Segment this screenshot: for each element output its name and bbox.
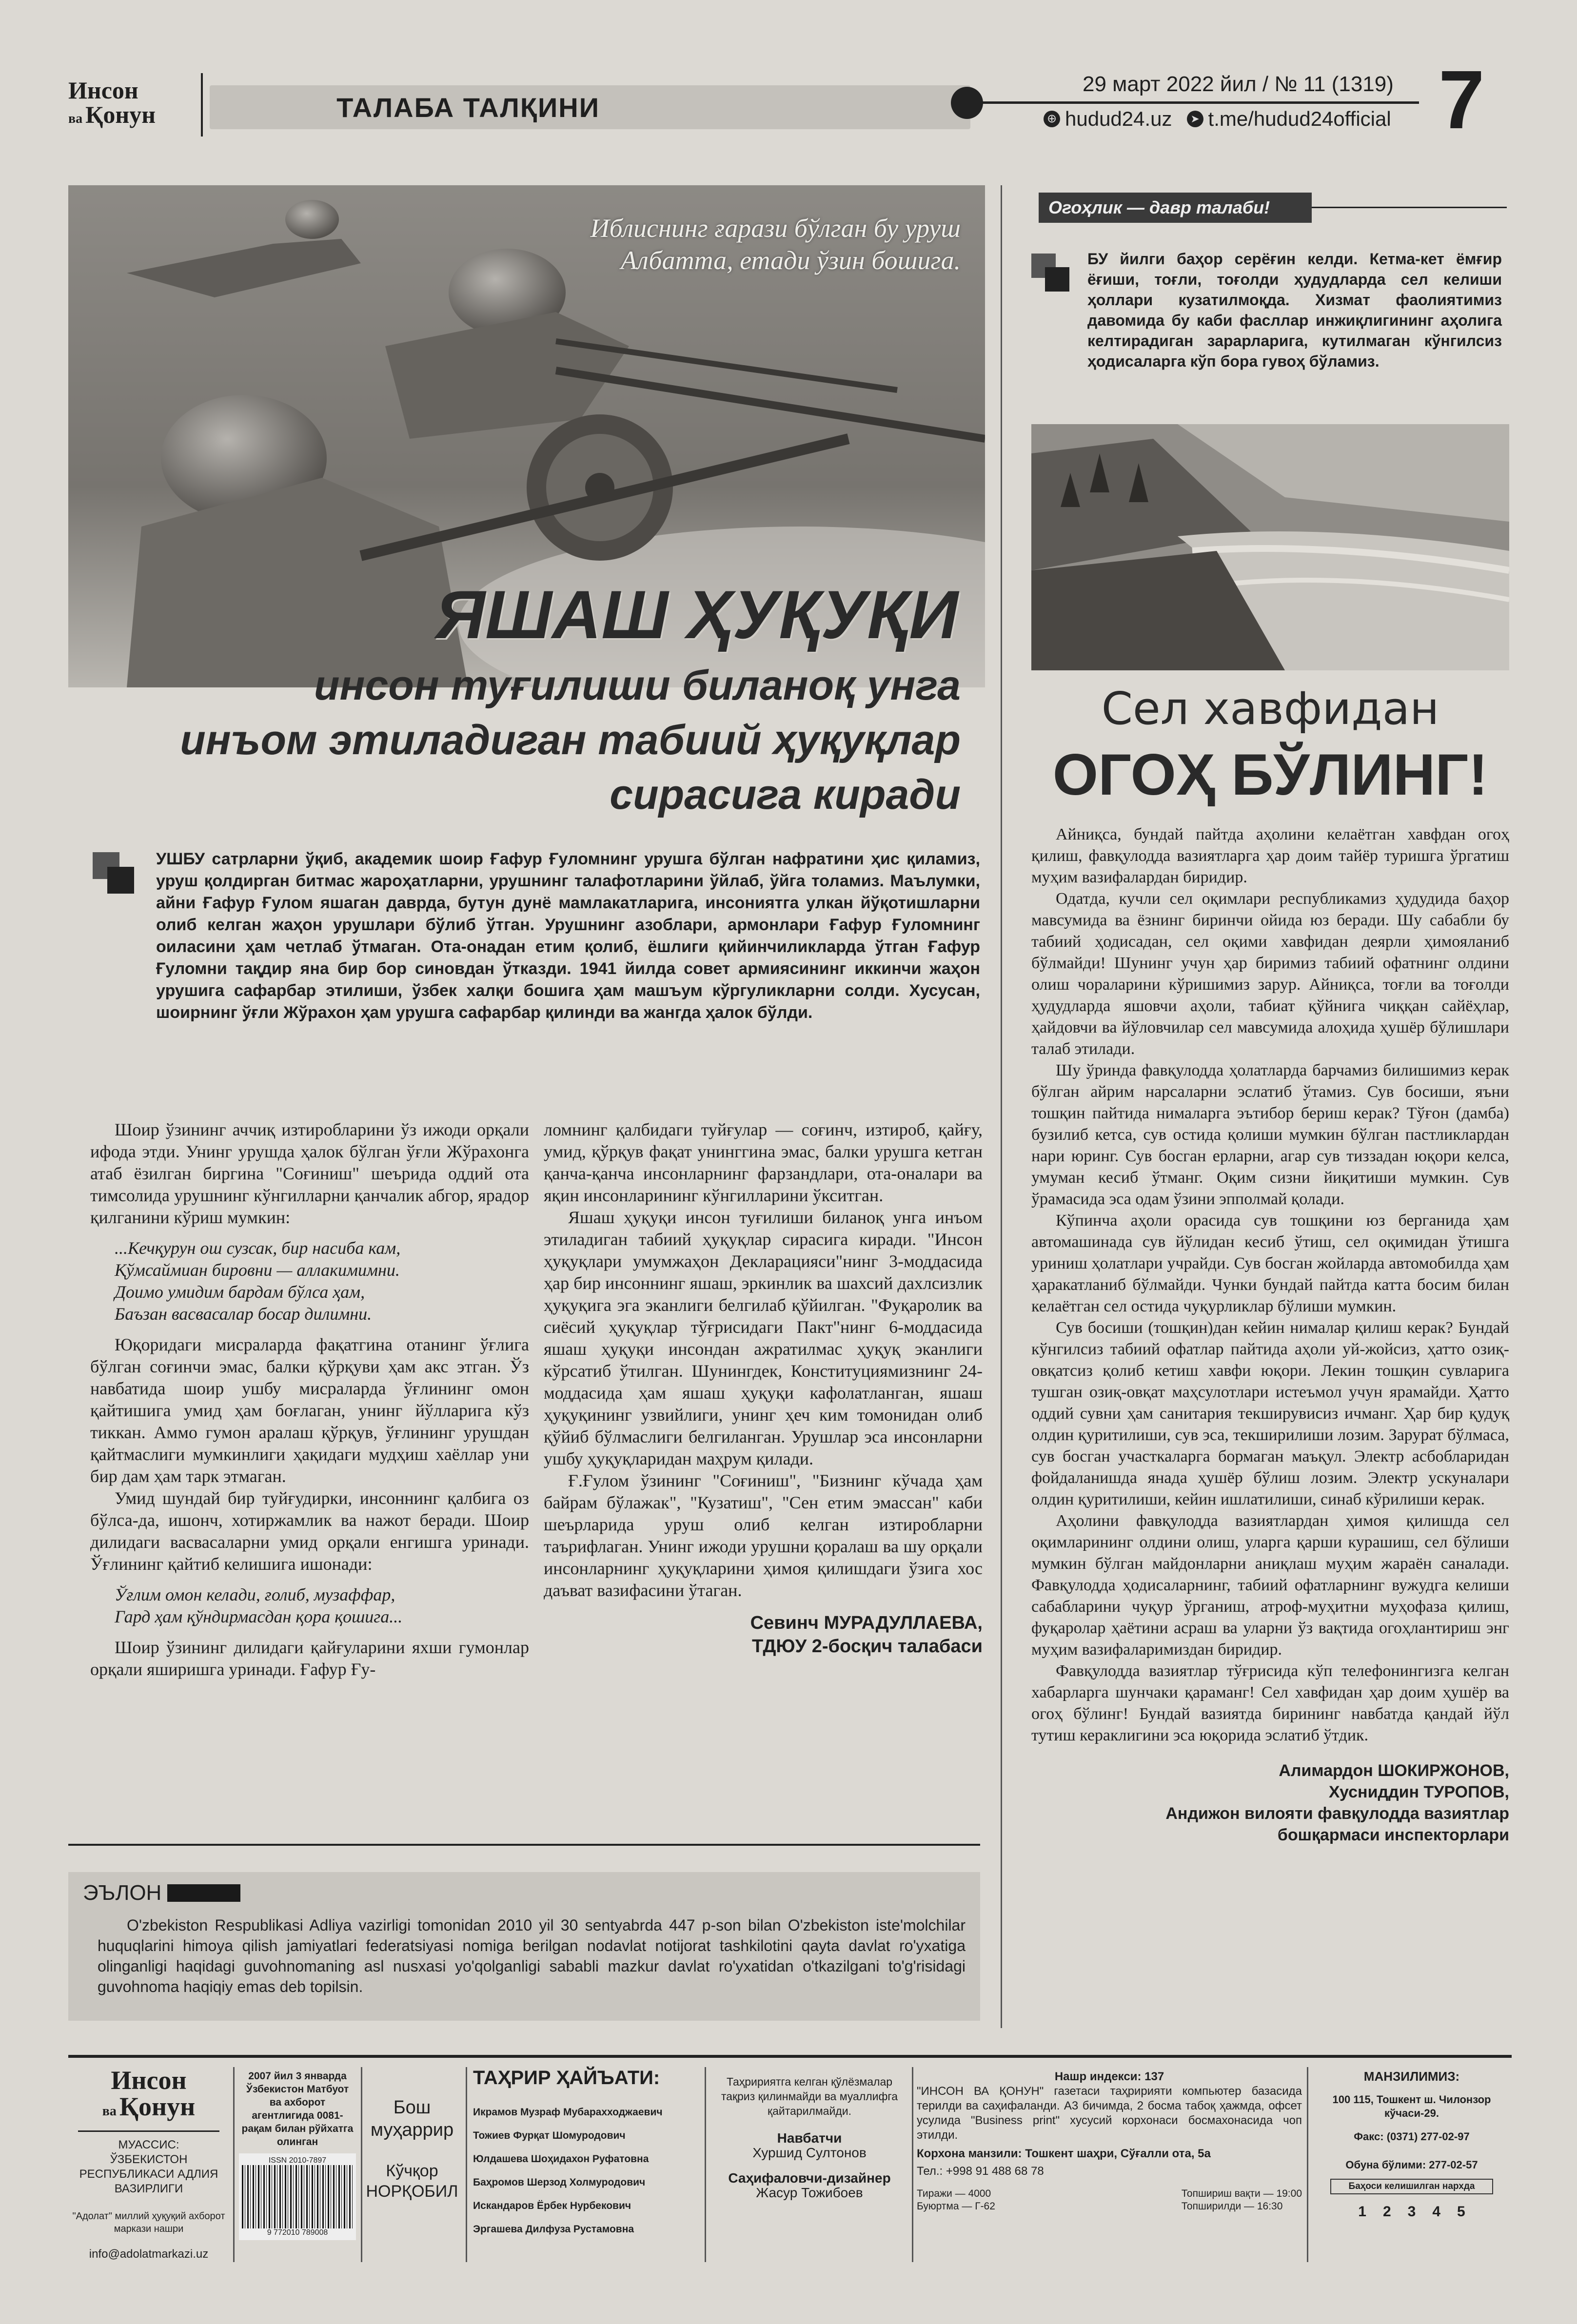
right-author-title-1: Андижон вилояти фавқулодда вазиятлар (1165, 1804, 1509, 1823)
submitted-time: Топширилди — 16:30 (1181, 2201, 1283, 2212)
board-member: Юлдашева Шоҳидахон Руфатовна (473, 2153, 649, 2165)
staff-block (712, 2074, 907, 2200)
founder-center: "Адолат" миллий ҳуқуқий ахборот маркази нашри (72, 2211, 225, 2234)
right-paragraph-6: Аҳолини фавқулодда вазиятлардан ҳимоя қилишда сел оқимларининг олдини олиш, уларга қарши курашиш, сел бўлиши мумкин бўлган майдонларни аниқлаш муҳим жараён саналади. Фавқулодда ҳодисаларнинг, табиий офатларнинг вужудга келиши сабабларини чуқур ўрганиш, атроф-муҳитни муҳофаза қилиш, фуқаролар ҳаётини асраш ва уларни ўз вақтида огоҳлантириш энг муҳим вазифаларимиздан биридир. (1031, 1512, 1509, 1659)
col2-paragraph-1: ломнинг қалбидаги туйғулар — соғинч, изтироб, қайғу, умид, қўрқув фақат унинггина эмас, балки урушга кетган қанча-қанча инсонларнинг фарзандлари, ота-оналари ва яқин инсонларининг кўнгилларини ўкситган. (544, 1120, 983, 1205)
address-block (1314, 2070, 1509, 2219)
deadline: Топшириш вақти — 19:00 (1181, 2188, 1302, 2199)
chief-editor-block (363, 2096, 461, 2202)
flood-photo (1031, 424, 1509, 670)
index-label: Нашр индекси: 137 (1054, 2070, 1164, 2083)
issn-text: ISSN 2010-7897 (268, 2156, 327, 2165)
page-number: 7 (1439, 54, 1485, 146)
right-rubric (1039, 193, 1312, 223)
footer-logo-line1: Инсон (111, 2066, 187, 2095)
founder-block (68, 2138, 229, 2262)
announcement-box (68, 1872, 980, 2021)
article-subhead (68, 658, 961, 822)
printing-phone: Тел.: +998 91 488 68 78 (917, 2165, 1044, 2178)
board-title: ТАҲРИР ҲАЙЪАТИ: (473, 2067, 660, 2089)
mudflow-river-illustration (1031, 424, 1509, 670)
article-author (544, 1611, 983, 1658)
footer-divider-3 (466, 2067, 467, 2262)
author-title: ТДЮУ 2-босқич талабаси (752, 1636, 983, 1657)
issue-date: 29 март 2022 йил / № 11 (1319) (1083, 72, 1394, 96)
header-dot (951, 87, 983, 119)
page-number-item: 2 (1382, 2204, 1391, 2220)
announcement-rule (68, 1844, 980, 1846)
right-paragraph-3: Шу ўринда фавқулодда ҳолатларда барчамиз билишимиз керак бўлган айрим нарсаларни эслатиб ўтамиз. Сув босиши, яъни тошқин пайтида нималарга эътибор бериш керак? Тўғон (дамба) бузилиб кетса, сув остида қолиши мумкин бўлган пастликлардан нари юринг. Сув босган ерларни, агар сув тиззадан юқори келса, умуман кесиб ўтманг. Оқим сизни йиқитиши мумкин. Сув ўрамасида эса одам ўзини эпполмай қолади. (1031, 1061, 1509, 1208)
right-author-title-2: бошқармаси инспекторлари (1277, 1826, 1509, 1844)
board-member: Икрамов Музраф Мубарахходжаевич (473, 2107, 663, 2118)
page-number-item: 4 (1432, 2204, 1441, 2220)
poem2-line: Гард ҳам қўндирмасдан қора қошига... (115, 1607, 403, 1626)
right-paragraph-7: Фавқулодда вазиятлар тўғрисида кўп телефонингизга келган хабарларга шунчаки қараманг! Сел хавфидан ҳар доим ҳушёр ва огоҳ бўлинг! Бундай вазиятда бирининг навбатда қандай йўл тутиш кераклигини эса юқорида эслатиб ўтдик. (1031, 1662, 1509, 1744)
subscription-phone: Обуна бўлими: 277-02-57 (1345, 2159, 1478, 2171)
footer-divider-1 (233, 2067, 235, 2262)
website-link[interactable]: hudud24.uz (1065, 107, 1172, 130)
right-paragraph-2: Одатда, кучли сел оқимлари республикамиз ҳудудида баҳор мавсумида ва ёзнинг биринчи ойида юз беради. Шу сабабли бу табиий ҳодисадан, сел оқими хавфидан деярли ҳимояланиб бўлмайди! Шунинг учун ҳар биримиз табиий офатнинг олдини олиш чораларини кўришимиз зарур. Айниқса, тоғли ва тоғолди ҳудудларда яшовчи аҳоли, табиат қўйнига чиққан сайёҳлар, ҳайдовчи ва йўловчилар сел мавсумида алоҳида ҳушёр бўлишлари талаб этилади. (1031, 890, 1509, 1058)
right-lead-square-icon (1031, 254, 1070, 293)
subhead-line3: сирасига киради (610, 771, 961, 818)
right-author-2: Хусниддин ТУРОПОВ, (1328, 1783, 1509, 1801)
footer-divider-6 (1307, 2067, 1308, 2262)
right-headline-line1: Сел хавфидан (1101, 683, 1439, 735)
duty-label: Навбатчи (777, 2130, 842, 2146)
editorial-note: Таҳририятга келган қўлёзмалар тақриз қилинмайди ва муаллифга қайтарилмайди. (721, 2075, 898, 2117)
col2-paragraph-2: Яшаш ҳуқуқи инсон туғилиши биланоқ унга инъом этиладиган табиий ҳуқуқлар сирасига киради. "Инсон ҳуқуқлари умумжаҳон Декларацияси"нинг 3-моддасида ҳар бир инсоннинг яшаш, эркинлик ва шахсий дахлсизлик ҳуқуқига эга эканлиги белгилаб қўйилган. "Фуқаролик ва сиёсий ҳуқуқлар тўғрисидаги Пакт"нинг 6-моддасида яшаш ҳуқуқи инсондан ажратилмас ҳуқуқ эканлиги кўрсатиб ўтилган. Шунингдек, Конституциямизнинг 24-моддасида ҳам яшаш ҳуқуқи кафолатланган, яшаш ҳуқуқининг узвийлиги, унинг ҳеч ким томонидан олиб қўйиб бўлмаслиги белгиланган. Урушлар эса инсонларни ушбу ҳуқуқларидан маҳрум қилади. (544, 1208, 983, 1468)
rubric-banner (210, 85, 970, 129)
footer-logo-line2: ва (102, 2104, 117, 2119)
article-headline: ЯШАШ ҲУҚУҚИ (435, 576, 958, 653)
footer-divider-2 (361, 2067, 362, 2262)
logo-line3: Қонун (85, 101, 156, 128)
masthead-logo (68, 78, 200, 137)
poem2-line: Ўғлим омон келади, ғолиб, музаффар, (115, 1585, 395, 1604)
col1-paragraph-4: Шоир ўзининг дилидаги қайғуларини яхши гумонлар орқали яширишга уринади. Ғафур Ғу- (90, 1638, 529, 1679)
col1-paragraph-3: Умид шундай бир туйғудирки, инсоннинг қалбига оз бўлса-да, ишонч, хотиржамлик ва нажот беради. Шоир дилидаги васвасаларни умид орқали енгишга уринади. Ўғлининг қайтиб келишига ишонади: (90, 1488, 529, 1574)
poem1-line: Доимо умидим бардам бўлса ҳам, (115, 1282, 365, 1302)
right-article-authors (1031, 1760, 1509, 1846)
right-rubric-rule (1312, 207, 1507, 208)
globe-icon: ⊕ (1044, 111, 1060, 127)
lead-square-icon (93, 852, 137, 896)
footer-logo (68, 2067, 229, 2120)
fax-number: Факс: (0371) 277-02-97 (1354, 2130, 1470, 2143)
footer-email[interactable]: info@adolatmarkazi.uz (89, 2247, 209, 2261)
footer-top-rule (68, 2055, 1512, 2058)
editorial-board-block (473, 2067, 697, 2241)
barcode-icon (242, 2165, 353, 2228)
footer-logo-rule (78, 2130, 219, 2132)
designer-label: Саҳифаловчи-дизайнер (728, 2170, 891, 2186)
printing-block (917, 2070, 1302, 2213)
right-paragraph-1: Айниқса, бундай пайтда аҳолини келаётган хавфдан огоҳ қилиш, фавқулодда вазиятларга ҳар доим тайёр туришга ўргатиш муҳим вазифалардан биридир. (1031, 825, 1509, 886)
logo-line1: Инсон (68, 77, 138, 104)
chief-label: Бош муҳаррир (370, 2097, 454, 2140)
right-article-body (1031, 824, 1509, 1846)
barcode-number: 9 772010 789008 (267, 2228, 328, 2237)
announcement-label (83, 1881, 240, 1905)
board-member: Баҳромов Шерзод Холмуродович (473, 2177, 646, 2188)
poem1-line: Қўмсаймиан бировни — аллакимимни. (115, 1260, 400, 1280)
registration-text: 2007 йил 3 январда Ўзбекистон Матбуот ва ахборот агентлигида 0081-рақам билан рўйхатга олинган (241, 2070, 354, 2148)
printing-address: Корхона манзили: Тошкент шаҳри, Сўғалли ота, 5а (917, 2147, 1211, 2160)
announcement-title: ЭЪЛОН (83, 1881, 162, 1905)
war-photo (68, 185, 985, 687)
board-member: Тожиев Фурқат Шомуродович (473, 2130, 626, 2141)
article-column-2 (544, 1119, 983, 1658)
page-number-item: 3 (1407, 2204, 1416, 2220)
duty-name: Хуршид Султонов (752, 2145, 867, 2160)
footer-logo-line3: Қонун (119, 2092, 196, 2121)
telegram-link[interactable]: t.me/hudud24official (1208, 107, 1391, 130)
poem1-line: Баъзан васвасалар босар дилимни. (115, 1304, 372, 1324)
poem1-line: ...Кечқурун ош сузсак, бир насиба кам, (115, 1238, 401, 1258)
announcement-text: O'zbekiston Respublikasi Adliya vazirligi tomonidan 2010 yil 30 sentyabrda 447 p-son bilan O'zbekiston iste'molchilar huquqlarini himoya qilish jamiyatlari federatsiyasi nomiga berilgan nodavlat notijorat tashkilotini qayta davlat ro'yxatiga olinganligi haqidagi guvohnomaning asl nusxasi yo'qolganligi sababli mazkur davlat ro'yxatidan o'tkazilgani to'g'risidagi guvohnoma haqiqiy emas deb topilsin. (98, 1916, 966, 1995)
article-column-1 (90, 1119, 529, 1680)
page-number-item: 1 (1358, 2204, 1366, 2220)
price-label: Баҳоси келишилган нархда (1330, 2179, 1493, 2194)
address-text: 100 115, Тошкент ш. Чилонзор кўчаси-29. (1332, 2093, 1491, 2119)
col1-paragraph-2: Юқоридаги мисраларда фақатгина отанинг ўғлига бўлган соғинчи эмас, балки қўрқуви ҳам акс этган. Ўз навбатида шоир ушбу мисраларда ўғлининг омон қайтишига умид ҳам боғлаган, унинг йўлларига кўз тиккан. Аммо гумон аралаш қўрқув, ўғлининг урушдан қайтмаслиги мумкинлиги ҳақидаги мудҳиш хаёллар уни бир дам ҳам тарк этмаган. (90, 1335, 529, 1486)
footer-divider-5 (912, 2067, 913, 2262)
registration-block (239, 2070, 356, 2240)
telegram-icon: ➤ (1187, 111, 1203, 127)
author-name: Севинч МУРАДУЛЛАЕВА, (750, 1613, 983, 1633)
barcode-box (239, 2153, 356, 2240)
logo-divider (201, 73, 203, 137)
rubric-title: ТАЛАБА ТАЛҚИНИ (336, 92, 600, 123)
photo-caption-line2: Албатта, етади ўзин бошига. (621, 246, 961, 275)
board-list (473, 2101, 697, 2241)
photo-caption (591, 212, 961, 276)
printing-text: "ИНСОН ВА ҚОНУН" газетаси таҳририяти компьютер базасида терилди ва саҳифаланди. А3 бичимда, 2 босма табоқ ҳажмда, офсет усулида "Business print" хусусий корхонаси босмахонасида чоп этилди. (917, 2085, 1302, 2142)
col2-paragraph-3: Ғ.Ғулом ўзининг "Соғиниш", "Бизнинг кўчада ҳам байрам бўлажак", "Кузатиш", "Сен етим эмассан" каби шеърларида уруш олиб келган изтиробларни таърифлаган. Унинг ижоди урушни қоралаш ва шу орқали инсонларнинг ҳуқуқларини ҳимоя қилишдаги ўзига хос даъват вазифасини ўтаган. (544, 1471, 983, 1600)
chief-name: Кўчқор НОРҚОБИЛ (366, 2162, 458, 2201)
right-paragraph-4: Кўпинча аҳоли орасида сув тошқини юз берганида ҳам автомашинада сув йўлидан кесиб ўтиш, сел оқимидан ўтишга уриниш ҳолатлари учрайди. Сув босган жойларда автомобилда ҳам ҳаракатланиб бўлмайди. Чунки бундай пайтда катта босим билан келаётган сел остида чуқурликлар бўлиши мумкин. (1031, 1211, 1509, 1315)
board-member: Эргашева Дилфуза Рустамовна (473, 2224, 634, 2235)
address-label: МАНЗИЛИМИЗ: (1363, 2069, 1460, 2084)
photo-caption-line1: Иблиснинг ғарази бўлган бу уруш (590, 214, 961, 243)
article-lead: УШБУ сатрларни ўқиб, академик шоир Ғафур Ғуломнинг урушга бўлган нафратини ҳис қиламиз, уруш қолдирган битмас жароҳатларни, урушнинг талафотларини ўйлаб, ўйга толамиз. Маълумки, айни Ғафур Ғулом яшаган даврда, бутун дунё мамлакатларига, инсониятга улкан йўқотишларни олиб келган жаҳон урушлари бўлиб ўтган. Урушнинг азоблари, армонлари Ғафур Ғуломнинг оиласини ҳам четлаб ўтмаган. Ота-онадан етим қолиб, ёшлиги қийинчиликларда ўтган Ғафур Ғуломни тақдир яна бир бор синовдан ўтказди. 1941 йилда совет армиясининг иккинчи жаҳон урушига сафарбар этилиши, ўзбек халқи бошига ҳам машъум кўргуликларни солди. Хусусан, шоирнинг ўғли Жўрахон ҳам урушга сафарбар қилинди ва жангда ҳалок бўлди. (156, 850, 980, 1022)
right-rubric-text: Огоҳлик — давр талаби! (1048, 197, 1270, 217)
circulation: Тиражи — 4000 (917, 2188, 991, 2199)
subhead-line1: инсон туғилиши биланоқ унга (314, 662, 961, 709)
right-article-lead: БУ йилги баҳор серёғин келди. Кетма-кет ёмғир ёғиши, тоғли, тоғолди ҳудудларда сел келиши ҳоллари кузатилмоқда. Хизмат фаолиятимиз давомида бу каби фасллар инжиқлигининг аҳолига келтирадиган зарарларига, кутилмаган кўнгилсиз ҳодисаларга кўп бора гувоҳ бўламиз. (1087, 250, 1502, 370)
board-member: Искандаров Ёрбек Нурбекович (473, 2200, 631, 2211)
footer-logo-block (68, 2067, 229, 2262)
logo-line2: ва (68, 111, 83, 126)
subhead-line2: инъом этиладиган табиий ҳуқуқлар (180, 717, 961, 763)
order-number: Буюртма — Г-62 (917, 2201, 995, 2212)
founder-text: ЎЗБЕКИСТОН РЕСПУБЛИКАСИ АДЛИЯ ВАЗИРЛИГИ (79, 2153, 218, 2195)
header-rule (980, 101, 1419, 104)
announcement-label-bar (167, 1884, 240, 1902)
right-paragraph-5: Сув босиши (тошқин)дан кейин нималар қилиш керак? Бундай кўнгилсиз табиий офатлар пайтида аҳоли уй-жойсиз, ҳатто озиқ-овқатсиз қолиб кетиш хавфи юқори. Лекин тошқин сувларига тушган озиқ-овқат маҳсулотлари истеъмол учун ярамайди. Ҳатто оддий сувни ҳам санитария текширувисиз ичманг. Ҳар бир қудуқ олдин қуритилиши, сув эса, текширилиши лозим. Зарурат бўлмаса, сув босган участкаларга бормаган маъқул. Электр асбобларидан фойдаланишда янада ҳушёр бўлиш лозим. Электр ускуналари олдин қуритилиши, кейин ишлатилиши, синаб кўрилиши керак. (1031, 1319, 1509, 1508)
founder-label: МУАССИС: (118, 2138, 179, 2151)
page-number-item: 5 (1457, 2204, 1465, 2220)
right-author-1: Алимардон ШОКИРЖОНОВ, (1279, 1761, 1509, 1780)
designer-name: Жасур Тожибоев (756, 2185, 863, 2200)
footer-divider-4 (705, 2067, 706, 2262)
header-links (1044, 107, 1391, 131)
column-divider (1001, 185, 1002, 2028)
page-number-list (1314, 2205, 1509, 2219)
col1-paragraph-1: Шоир ўзининг аччиқ изтиробларини ўз ижоди орқали ифода этди. Унинг урушда ҳалок бўлган ўғли Жўрахонга атаб ёзилган биргина "Соғиниш" шеърида оддий ота тимсолида урушнинг кўнгилларни қанчалик абгор, ярадор қилганини кўриш мумкин: (90, 1120, 529, 1227)
right-headline-line2: ОГОҲ БЎЛИНГ! (1052, 742, 1488, 807)
